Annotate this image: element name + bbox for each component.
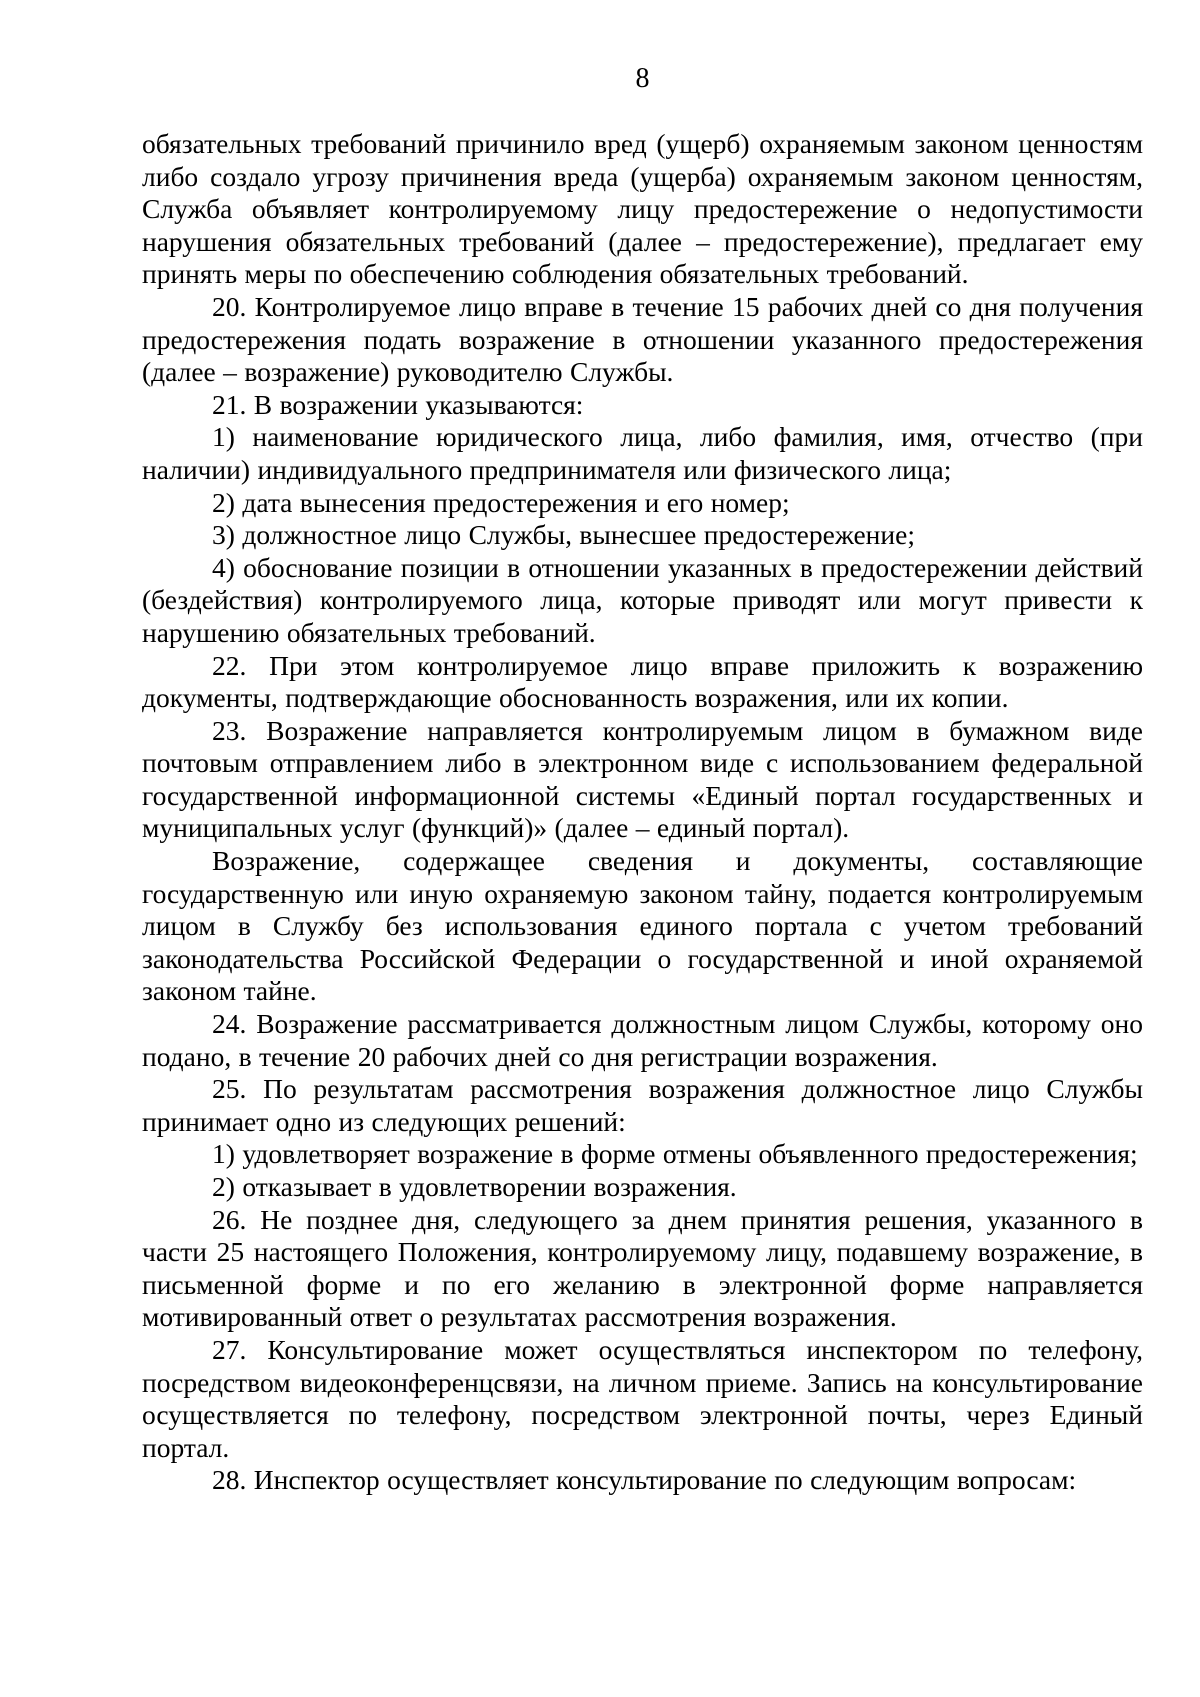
paragraph: 2) отказывает в удовлетворении возражения.	[212, 1171, 737, 1202]
paragraph: 21. В возражении указываются:	[212, 388, 584, 420]
paragraph: 1) удовлетворяет возражение в форме отмены объявленного предостережения;	[212, 1138, 1138, 1170]
document-body	[142, 128, 1143, 1497]
paragraph: обязательных требований причинило вред (ущерб) охраняемым законом ценностям либо создало угрозу причинения вреда (ущерба) охраняемым законом ценностям, Служба объявляет контролируемому лицу предостережение о недопустимости нарушения обязательных требований (далее – предостережение), предлагает ему принять меры по обеспечению соблюдения обязательных требований.	[142, 128, 1143, 290]
paragraph: 2) дата вынесения предостережения и его номер;	[212, 486, 790, 518]
paragraph: 4) обоснование позиции в отношении указанных в предостережении действий (бездействия) контролируемого лица, которые приводят или могут привести к нарушению обязательных требований.	[142, 551, 1143, 648]
paragraph: 26. Не позднее дня, следующего за днем принятия решения, указанного в части 25 настоящего Положения, контролируемому лицу, подавшему возражение, в письменной форме и по его желанию в электронной форме направляется мотивированный ответ о результатах рассмотрения возражения.	[142, 1203, 1143, 1333]
paragraph: 24. Возражение рассматривается должностным лицом Службы, которому оно подано, в течение 20 рабочих дней со дня регистрации возражения.	[142, 1008, 1143, 1072]
paragraph: 28. Инспектор осуществляет консультирование по следующим вопросам:	[212, 1464, 1077, 1496]
paragraph: 27. Консультирование может осуществляться инспектором по телефону, посредством видеоконференцсвязи, на личном приеме. Запись на консультирование осуществляется по телефону, посредством электронной почты, через Единый портал.	[142, 1333, 1143, 1463]
paragraph: Возражение, содержащее сведения и документы, составляющие государственную или иную охраняемую законом тайну, подается контролируемым лицом в Службу без использования единого портала с учетом требований законодательства Российской Федерации о государственной и иной охраняемой законом тайне.	[142, 845, 1143, 1007]
paragraph: 20. Контролируемое лицо вправе в течение 15 рабочих дней со дня получения предостережения подать возражение в отношении указанного предостережения (далее – возражение) руководителю Службы.	[142, 290, 1143, 388]
paragraph: 22. При этом контролируемое лицо вправе приложить к возражению документы, подтверждающие обоснованность возражения, или их копии.	[142, 649, 1143, 714]
paragraph: 3) должностное лицо Службы, вынесшее предостережение;	[212, 519, 915, 551]
paragraph: 25. По результатам рассмотрения возражения должностное лицо Службы принимает одно из следующих решений:	[142, 1073, 1143, 1137]
page-number: 8	[635, 63, 650, 94]
paragraph: 23. Возражение направляется контролируемым лицом в бумажном виде почтовым отправлением либо в электронном виде с использованием федеральной государственной информационной системы «Единый портал государственных и муниципальных услуг (функций)» (далее – единый портал).	[142, 714, 1143, 844]
paragraph: 1) наименование юридического лица, либо фамилия, имя, отчество (при наличии) индивидуального предпринимателя или физического лица;	[142, 421, 1143, 485]
